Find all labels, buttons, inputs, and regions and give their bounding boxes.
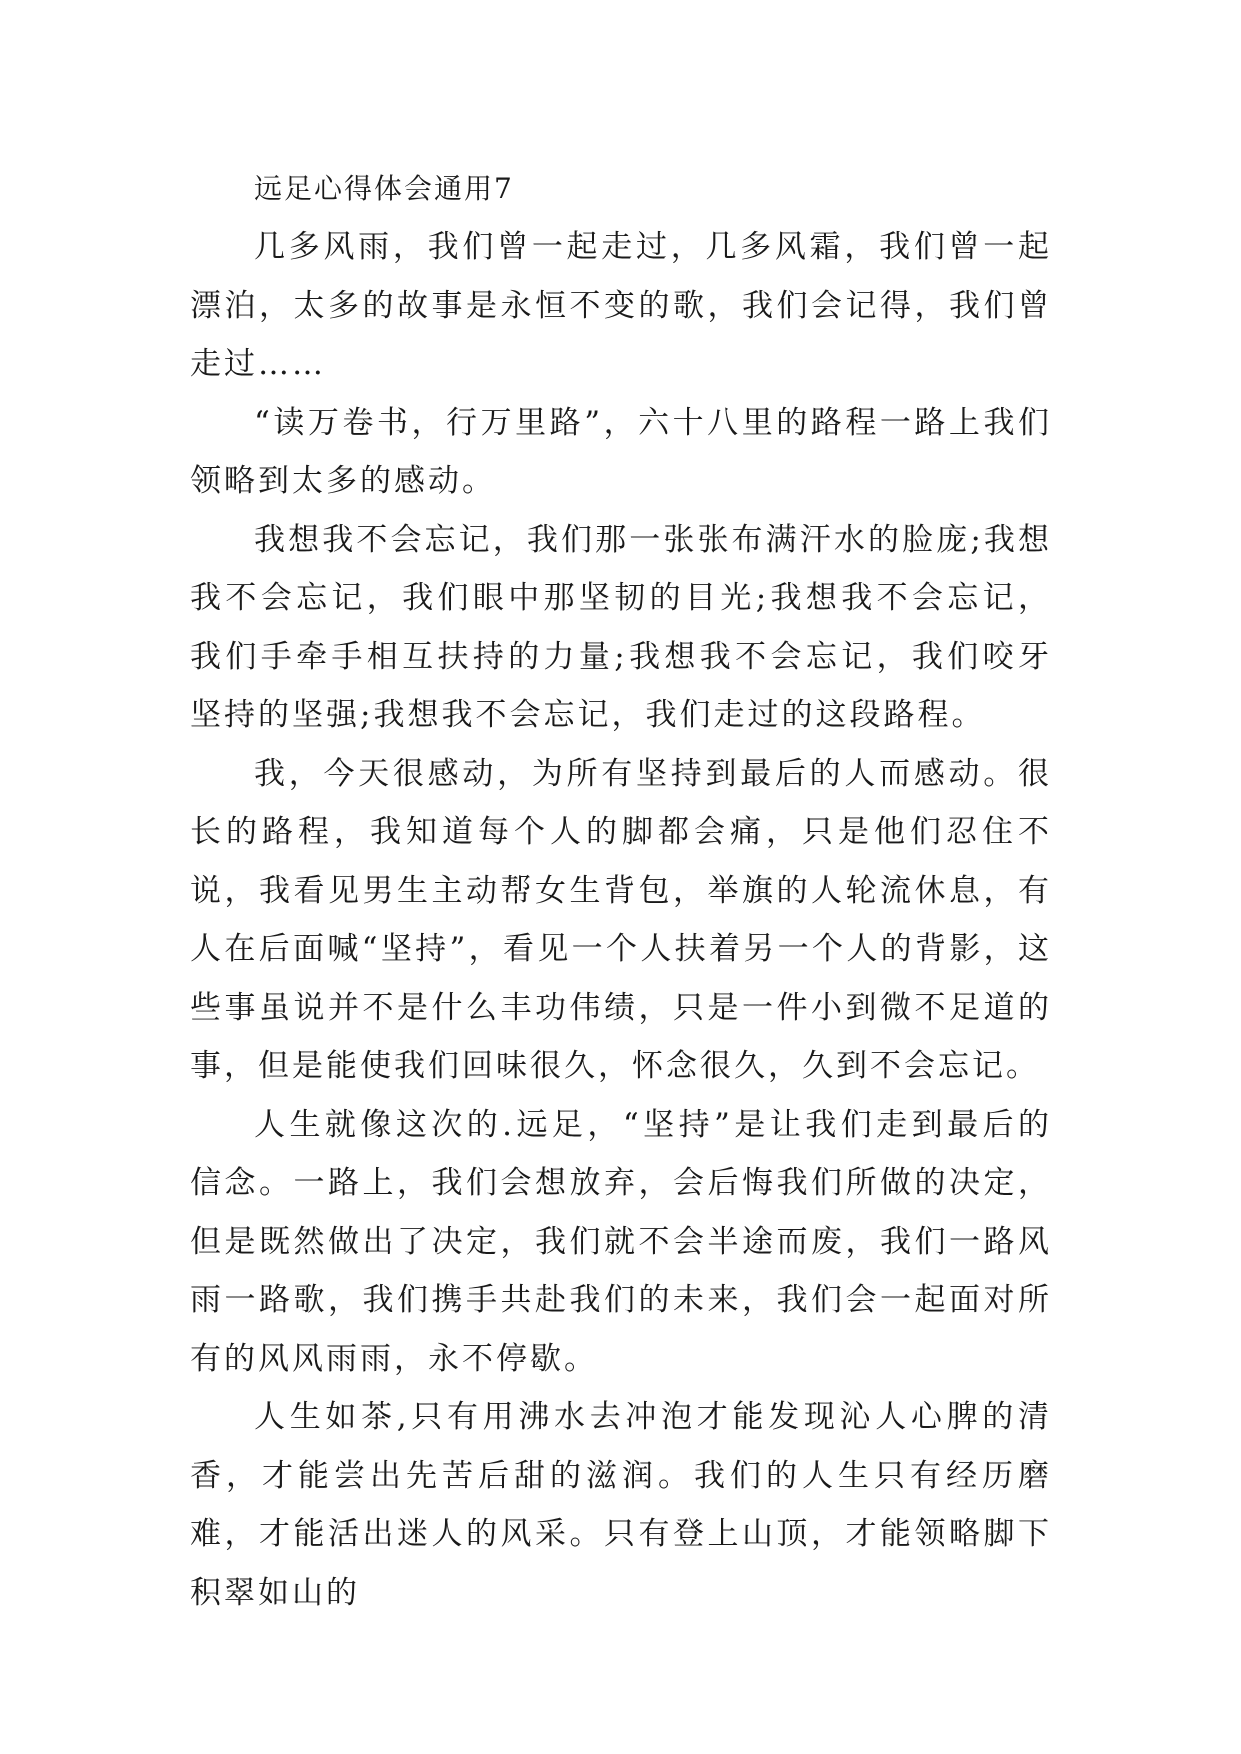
paragraph-5: 人生就像这次的.远足，“坚持”是让我们走到最后的信念。一路上，我们会想放弃，会后悔我们所做的决定，但是既然做出了决定，我们就不会半途而废，我们一路风雨一路歌，我们携手共赴我们的未来，我们会一起面对所有的风风雨雨，永不停歇。: [190, 1106, 1052, 1377]
paragraph-3: 我想我不会忘记，我们那一张张布满汗水的脸庞;我想我不会忘记，我们眼中那坚韧的目光;我想我不会忘记，我们手牵手相互扶持的力量;我想我不会忘记，我们咬牙坚持的坚强;我想我不会忘记，我们走过的这段路程。: [190, 521, 1052, 733]
paragraph-6: 人生如茶,只有用沸水去冲泡才能发现沁人心脾的清香，才能尝出先苦后甜的滋润。我们的人生只有经历磨难，才能活出迷人的风采。只有登上山顶，才能领略脚下积翠如山的: [190, 1399, 1052, 1611]
paragraph-2: “读万卷书，行万里路”，六十八里的路程一路上我们领略到太多的感动。: [190, 404, 1052, 499]
paragraph-1: 几多风雨，我们曾一起走过，几多风霜，我们曾一起漂泊，太多的故事是永恒不变的歌，我们会记得，我们曾走过……: [190, 229, 1052, 382]
document-title: 远足心得体会通用7: [254, 172, 514, 205]
document-body: [190, 160, 1052, 1622]
paragraph-4: 我，今天很感动，为所有坚持到最后的人而感动。很长的路程，我知道每个人的脚都会痛，只是他们忍住不说，我看见男生主动帮女生背包，举旗的人轮流休息，有人在后面喊“坚持”，看见一个人扶着另一个人的背影，这些事虽说并不是什么丰功伟绩，只是一件小到微不足道的事，但是能使我们回味很久，怀念很久，久到不会忘记。: [190, 755, 1052, 1084]
